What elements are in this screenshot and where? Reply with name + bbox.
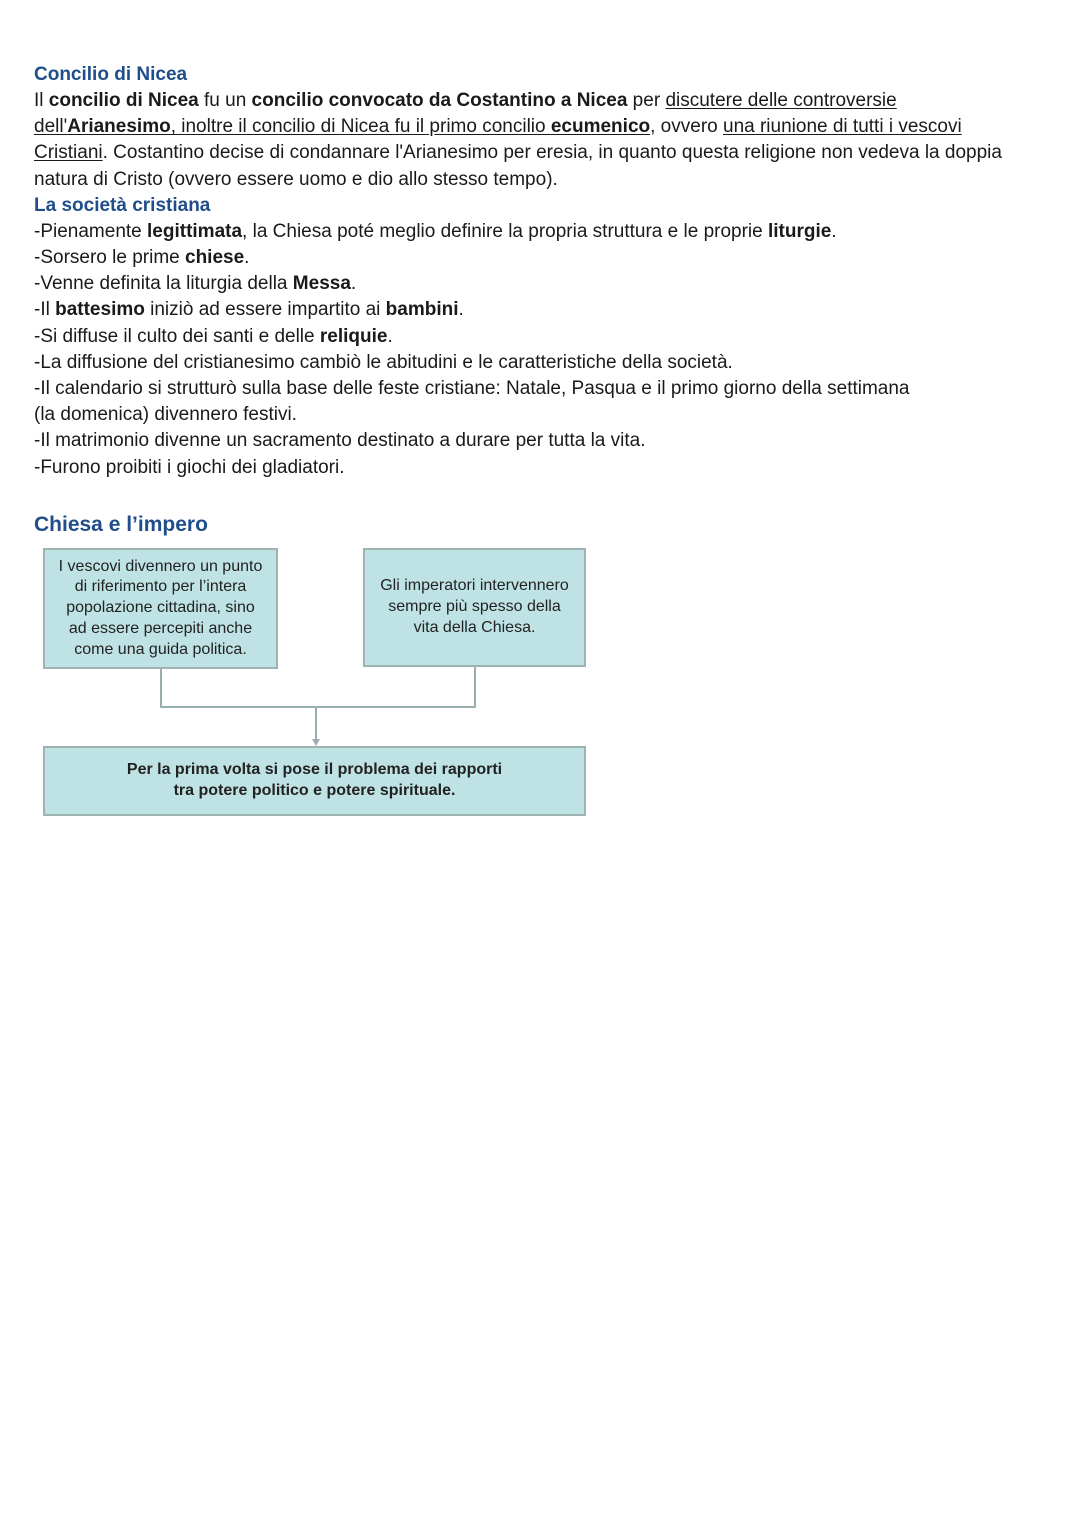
box-problema-line: Per la prima volta si pose il problema dei rapporti [126,761,503,779]
societa-cristiana-list [34,219,1054,481]
box-vescovi-line: ad essere percepiti anche [68,619,253,637]
box-vescovi-line: di riferimento per l’intera [74,578,247,596]
list-item: -Il calendario si strutturò sulla base delle feste cristiane: Natale, Pasqua e il primo giorno della settimana (la domenica) divennero festivi. [34,378,910,426]
box-imperatori [363,548,586,667]
box-vescovi-line: come una guida politica. [74,640,247,658]
heading-concilio-di-nicea: Concilio di Nicea [34,64,188,85]
document-body [34,62,1054,540]
box-imperatori-line: Gli imperatori intervennero [380,577,569,595]
connector-right [316,667,475,707]
heading-societa-cristiana: La società cristiana [34,194,211,216]
heading-chiesa-e-impero: Chiesa e l’impero [34,512,208,536]
list-item: -Sorsero le prime chiese. [34,247,250,269]
box-problema-rapporti [43,746,586,816]
list-item: -Venne definita la liturgia della Messa. [34,273,357,295]
list-item: -Il matrimonio divenne un sacramento destinato a durare per tutta la vita. [34,430,646,452]
connector-left [161,669,316,707]
box-problema-line: tra potere politico e potere spirituale. [173,782,456,799]
flow-diagram [43,548,588,818]
list-item: -Pienamente legittimata, la Chiesa poté meglio definire la propria struttura e le proprie liturgie. [34,220,837,242]
box-imperatori-line: vita della Chiesa. [413,618,536,636]
list-item: -Si diffuse il culto dei santi e delle reliquie. [34,325,393,347]
box-vescovi-line: I vescovi divennero un punto [58,557,263,575]
list-item: -Furono proibiti i giochi dei gladiatori. [34,456,345,478]
paragraph-concilio-di-nicea: Il concilio di Nicea fu un concilio convocato da Costantino a Nicea per discutere delle controversie dell'Arianesimo, inoltre il concilio di Nicea fu il primo concilio ecumenico, ovvero una riunione di tutti i vescovi Cristiani. Costantino decise di condannare l'Arianesimo per eresia, in quanto questa religione non vedeva la doppia natura di Cristo (ovvero essere uomo e dio allo stesso tempo). [34,90,1002,190]
box-vescovi-line: popolazione cittadina, sino [66,599,255,617]
list-item: -La diffusione del cristianesimo cambiò le abitudini e le caratteristiche della società. [34,351,733,373]
box-imperatori-line: sempre più spesso della [388,598,561,616]
arrow-head-icon [312,739,320,746]
list-item: -Il battesimo iniziò ad essere impartito ai bambini. [34,299,464,321]
box-vescovi [43,548,278,669]
